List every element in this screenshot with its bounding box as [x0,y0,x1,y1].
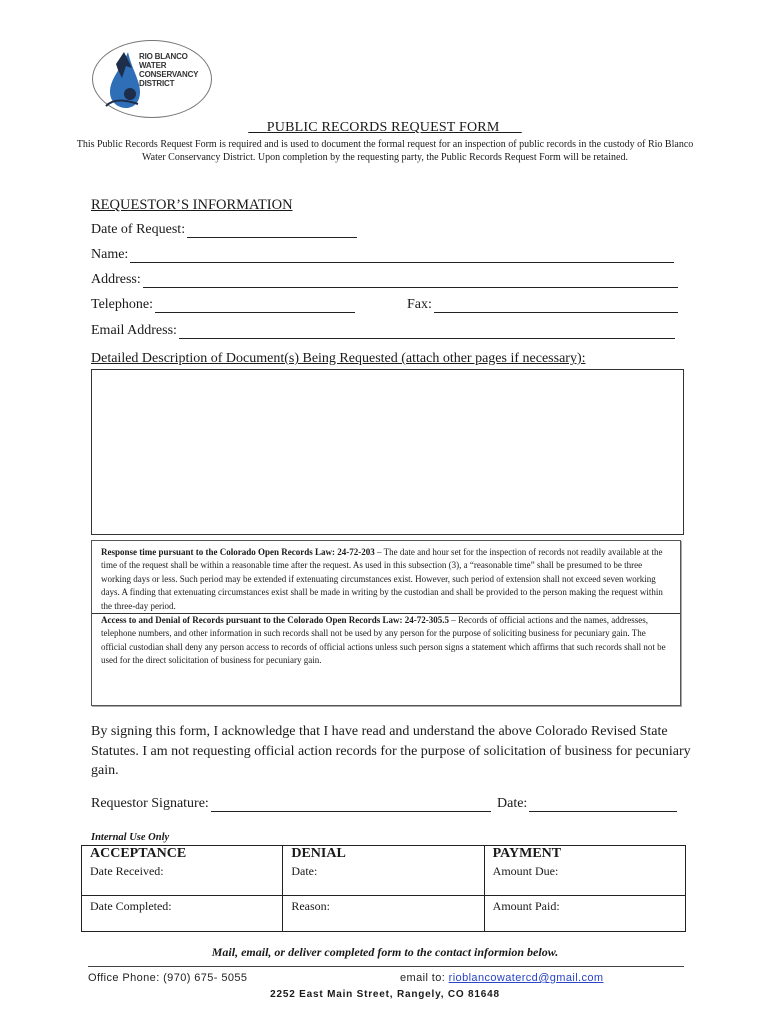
address-row [91,272,678,288]
address-field[interactable] [143,274,678,288]
amount-paid-label: Amount Paid: [492,899,560,913]
signature-date-field[interactable] [529,798,677,812]
denial-heading: DENIAL [291,846,346,861]
logo-wordmark: RIO BLANCO WATER CONSERVANCY DISTRICT [139,52,199,88]
denial-cell [283,846,484,896]
fax-row [407,297,678,313]
date-received-label: Date Received: [90,864,164,878]
access-denial-text: – Records of official actions and the names, addresses, telephone numbers, and other information in such records shall not be used by any person for the purpose of soliciting business for pecuniary gain. The official custodian shall deny any person access to records of official actions unless such person signs a statement which affirms that such records shall not be used for the direct solicitation of business for pecuniary gain. [101,615,666,666]
date-completed-cell [82,896,283,932]
footer-divider [88,966,684,967]
telephone-field[interactable] [155,299,355,313]
email-label: Email Address: [91,323,177,338]
description-textarea[interactable] [91,369,684,535]
office-address: 2252 East Main Street, Rangely, CO 81648 [270,989,500,1000]
signature-date-label: Date: [497,796,528,811]
payment-heading: PAYMENT [492,846,562,861]
email-field[interactable] [179,325,675,339]
description-label: Detailed Description of Document(s) Being Requested (attach other pages if necessary): [91,351,586,366]
requestor-heading: REQUESTOR’S INFORMATION [91,197,293,213]
signature-label: Requestor Signature: [91,796,209,811]
office-phone: Office Phone: (970) 675- 5055 [88,972,248,984]
reason-cell [283,896,484,932]
telephone-label: Telephone: [91,297,153,312]
footer-email [400,972,604,984]
telephone-row [91,297,355,313]
footer-note: Mail, email, or deliver completed form to the contact informion below. [211,945,559,959]
amount-paid-cell [484,896,685,932]
response-time-heading: Response time pursuant to the Colorado Open Records Law: 24-72-203 [101,547,375,557]
fax-field[interactable] [434,299,678,313]
email-link[interactable]: rioblancowatercd@gmail.com [448,972,604,984]
acknowledgement-text: By signing this form, I acknowledge that I have read and understand the above Colorado Revised State Statutes. I am not requesting official action records for the purpose of solicitation of business for pecuniary gain. [91,724,691,778]
address-label: Address: [91,272,141,287]
date-completed-label: Date Completed: [90,899,172,913]
payment-cell [484,846,685,896]
fax-label: Fax: [407,297,432,312]
access-denial-heading: Access to and Denial of Records pursuant to the Colorado Open Records Law: 24-72-305.5 [101,615,449,626]
response-time-text: – The date and hour set for the inspection of records not readily available at the time of the request shall be within a reasonable time after the request. As used in this subsection (3), a “reasonable time” shall be presumed to be three working days or less. Such period may be extended if extenuating circumstances exist. However, such period of extension shall not exceed seven working days. A finding that extenuating circumstances exist shall be made in writing by the custodian and shall be provided to the person making the request within the three-day period. [101,547,663,611]
email-row [91,323,675,339]
internal-use-label: Internal Use Only [91,832,170,843]
name-field[interactable] [130,249,674,263]
response-time-paragraph [101,546,671,613]
date-of-request-label: Date of Request: [91,222,186,237]
signature-field[interactable] [211,798,491,812]
acceptance-cell [82,846,283,896]
name-label: Name: [91,247,129,262]
signature-row [91,796,491,812]
email-to-label: email to: [400,972,449,984]
access-denial-paragraph [101,614,671,668]
signature-date-row [497,796,677,812]
amount-due-label: Amount Due: [492,864,559,878]
form-intro: This Public Records Request Form is required and is used to document the formal request for an inspection of public records in the custody of Rio Blanco Water Conservancy District. Upon completion by the requesting party, the Public Records Request Form will be retained. [76,139,694,163]
acceptance-heading: ACCEPTANCE [90,846,187,861]
legal-notice-box [91,540,681,706]
form-title: PUBLIC RECORDS REQUEST FORM [266,120,500,135]
date-of-request-row [91,222,357,238]
reason-label: Reason: [291,899,330,913]
water-drop-icon [102,48,142,110]
internal-use-table [81,845,686,932]
district-logo [92,40,212,118]
date-of-request-field[interactable] [187,224,357,238]
denial-date-label: Date: [291,864,318,878]
name-row [91,247,674,263]
